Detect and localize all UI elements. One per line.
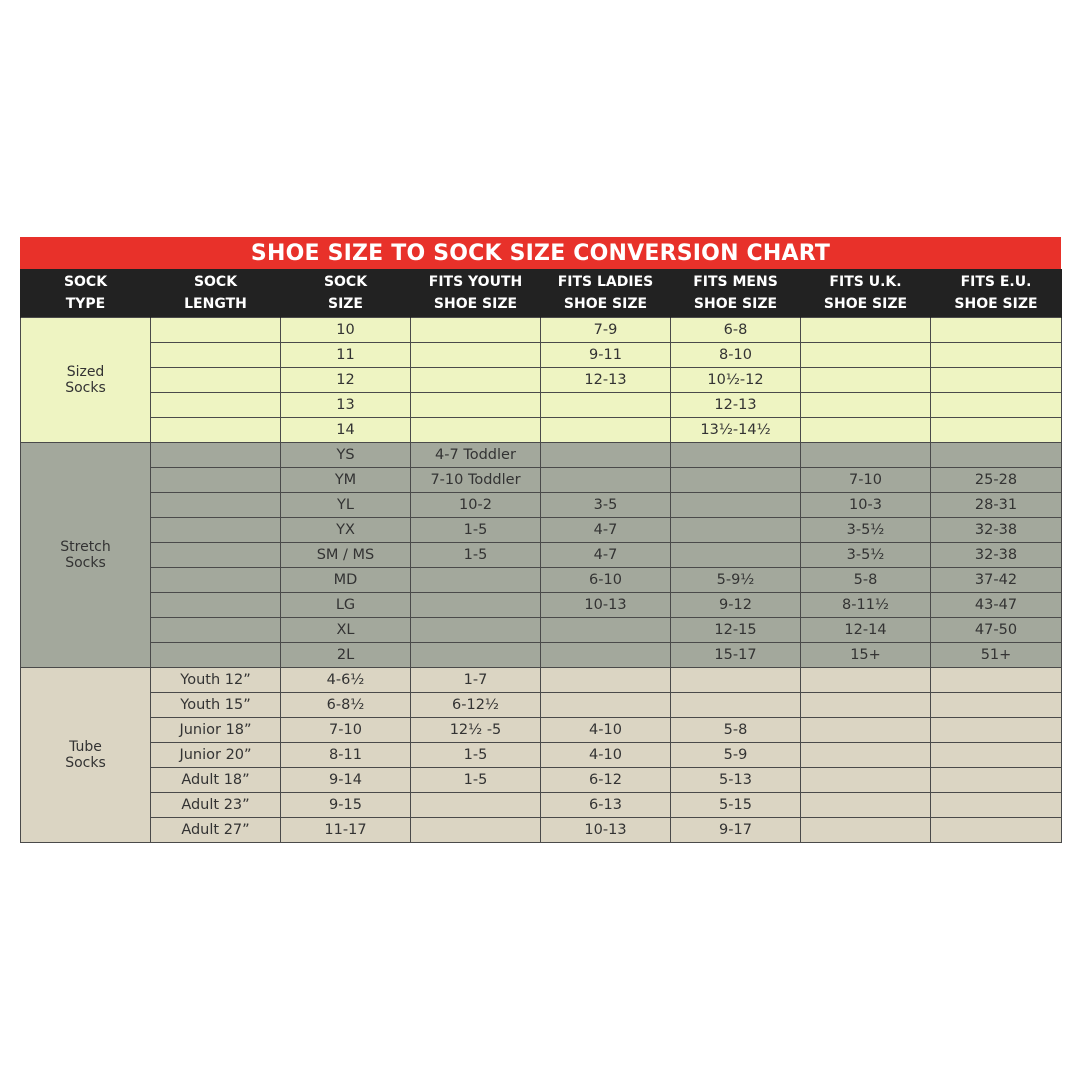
table-cell bbox=[151, 393, 281, 418]
table-row bbox=[21, 718, 1062, 743]
table-cell bbox=[671, 468, 801, 493]
table-cell: 5-8 bbox=[671, 718, 801, 743]
conversion-table bbox=[20, 269, 1062, 843]
table-row bbox=[21, 568, 1062, 593]
table-cell bbox=[931, 318, 1062, 343]
column-header bbox=[541, 269, 671, 318]
table-cell bbox=[671, 693, 801, 718]
table-cell: MD bbox=[281, 568, 411, 593]
table-cell: 1-5 bbox=[411, 743, 541, 768]
table-cell bbox=[151, 643, 281, 668]
table-cell: 5-13 bbox=[671, 768, 801, 793]
table-cell: 6-10 bbox=[541, 568, 671, 593]
table-row bbox=[21, 618, 1062, 643]
column-header-line: SHOE SIZE bbox=[823, 296, 908, 312]
table-cell bbox=[671, 443, 801, 468]
sock-type-label: Sized bbox=[66, 364, 105, 380]
column-header bbox=[411, 269, 541, 318]
column-header-line: TYPE bbox=[65, 296, 106, 312]
table-cell: 9-15 bbox=[281, 793, 411, 818]
table-cell bbox=[801, 818, 931, 843]
table-cell: 8-11 bbox=[281, 743, 411, 768]
table-cell bbox=[801, 368, 931, 393]
table-body bbox=[21, 318, 1062, 843]
column-header-line: FITS E.U. bbox=[960, 274, 1032, 290]
table-cell: 12-14 bbox=[801, 618, 931, 643]
table-cell: 32-38 bbox=[931, 543, 1062, 568]
table-cell: XL bbox=[281, 618, 411, 643]
table-cell: 9-11 bbox=[541, 343, 671, 368]
table-cell: 7-10 bbox=[281, 718, 411, 743]
table-row bbox=[21, 443, 1062, 468]
table-cell bbox=[541, 693, 671, 718]
table-cell: Adult 27” bbox=[151, 818, 281, 843]
table-cell: 9-14 bbox=[281, 768, 411, 793]
table-cell: 4-6½ bbox=[281, 668, 411, 693]
table-row bbox=[21, 818, 1062, 843]
column-header-line: SHOE SIZE bbox=[433, 296, 518, 312]
table-cell: 11-17 bbox=[281, 818, 411, 843]
table-cell bbox=[541, 418, 671, 443]
table-cell: 9-17 bbox=[671, 818, 801, 843]
table-cell bbox=[151, 368, 281, 393]
sock-type-cell bbox=[21, 668, 151, 843]
table-cell bbox=[541, 443, 671, 468]
column-header-line: SOCK bbox=[193, 274, 238, 290]
table-cell bbox=[671, 543, 801, 568]
sock-type-label: Socks bbox=[65, 555, 106, 571]
column-header-line: SOCK bbox=[63, 274, 108, 290]
table-cell: 10-13 bbox=[541, 818, 671, 843]
column-header bbox=[801, 269, 931, 318]
table-cell: 47-50 bbox=[931, 618, 1062, 643]
column-header-line: SIZE bbox=[327, 296, 363, 312]
table-cell bbox=[541, 618, 671, 643]
table-cell bbox=[931, 793, 1062, 818]
table-cell: 1-7 bbox=[411, 668, 541, 693]
table-cell: 10-2 bbox=[411, 493, 541, 518]
table-row bbox=[21, 518, 1062, 543]
table-cell bbox=[801, 768, 931, 793]
table-cell bbox=[411, 343, 541, 368]
table-cell: Junior 20” bbox=[151, 743, 281, 768]
table-cell: 13 bbox=[281, 393, 411, 418]
table-cell: 4-10 bbox=[541, 718, 671, 743]
column-header bbox=[281, 269, 411, 318]
table-cell bbox=[541, 643, 671, 668]
table-cell bbox=[931, 768, 1062, 793]
table-row bbox=[21, 368, 1062, 393]
table-cell bbox=[411, 593, 541, 618]
table-row bbox=[21, 318, 1062, 343]
table-cell: YX bbox=[281, 518, 411, 543]
table-cell: 25-28 bbox=[931, 468, 1062, 493]
table-cell bbox=[541, 468, 671, 493]
table-cell: Junior 18” bbox=[151, 718, 281, 743]
table-cell: 32-38 bbox=[931, 518, 1062, 543]
table-cell: 4-7 bbox=[541, 518, 671, 543]
table-row bbox=[21, 468, 1062, 493]
table-cell bbox=[801, 743, 931, 768]
table-cell: 8-11½ bbox=[801, 593, 931, 618]
table-cell: 43-47 bbox=[931, 593, 1062, 618]
column-header-line: FITS U.K. bbox=[829, 274, 902, 290]
column-header-line: FITS LADIES bbox=[557, 274, 654, 290]
table-cell: 15+ bbox=[801, 643, 931, 668]
sock-type-cell bbox=[21, 443, 151, 668]
table-cell bbox=[801, 718, 931, 743]
chart-title: SHOE SIZE TO SOCK SIZE CONVERSION CHART bbox=[20, 237, 1061, 269]
column-header-line: SHOE SIZE bbox=[693, 296, 778, 312]
table-cell: 7-10 Toddler bbox=[411, 468, 541, 493]
table-cell: 6-12½ bbox=[411, 693, 541, 718]
table-cell bbox=[151, 518, 281, 543]
table-cell bbox=[801, 443, 931, 468]
table-cell: 10-13 bbox=[541, 593, 671, 618]
table-cell bbox=[671, 668, 801, 693]
sock-size-chart bbox=[20, 237, 1061, 843]
table-cell: 11 bbox=[281, 343, 411, 368]
table-row bbox=[21, 343, 1062, 368]
header-row bbox=[21, 269, 1062, 318]
table-cell: 9-12 bbox=[671, 593, 801, 618]
table-cell: Adult 18” bbox=[151, 768, 281, 793]
column-header bbox=[151, 269, 281, 318]
table-cell: 3-5½ bbox=[801, 518, 931, 543]
table-cell: 1-5 bbox=[411, 518, 541, 543]
table-cell: YS bbox=[281, 443, 411, 468]
column-header bbox=[671, 269, 801, 318]
table-cell bbox=[931, 443, 1062, 468]
table-cell: 10 bbox=[281, 318, 411, 343]
table-cell: 12-13 bbox=[541, 368, 671, 393]
table-cell: 10½-12 bbox=[671, 368, 801, 393]
table-cell: 5-8 bbox=[801, 568, 931, 593]
table-cell: SM / MS bbox=[281, 543, 411, 568]
sock-type-label: Stretch bbox=[60, 539, 111, 555]
table-cell bbox=[151, 318, 281, 343]
table-cell: 7-10 bbox=[801, 468, 931, 493]
table-row bbox=[21, 418, 1062, 443]
table-cell bbox=[411, 818, 541, 843]
table-row bbox=[21, 643, 1062, 668]
table-cell bbox=[151, 493, 281, 518]
table-cell: 28-31 bbox=[931, 493, 1062, 518]
table-cell bbox=[801, 693, 931, 718]
table-row bbox=[21, 668, 1062, 693]
column-header bbox=[931, 269, 1062, 318]
table-cell bbox=[411, 793, 541, 818]
table-cell bbox=[801, 318, 931, 343]
table-cell: 3-5 bbox=[541, 493, 671, 518]
table-cell: 37-42 bbox=[931, 568, 1062, 593]
column-header-line: SHOE SIZE bbox=[954, 296, 1038, 312]
table-cell: 12½ -5 bbox=[411, 718, 541, 743]
table-cell: 5-9½ bbox=[671, 568, 801, 593]
table-cell bbox=[151, 443, 281, 468]
column-header-line: SHOE SIZE bbox=[563, 296, 648, 312]
table-cell: Youth 15” bbox=[151, 693, 281, 718]
table-cell bbox=[411, 568, 541, 593]
table-cell: LG bbox=[281, 593, 411, 618]
column-header-line: FITS YOUTH bbox=[428, 274, 523, 290]
column-header-line: SOCK bbox=[323, 274, 368, 290]
table-cell: 1-5 bbox=[411, 768, 541, 793]
table-cell bbox=[151, 618, 281, 643]
table-cell bbox=[801, 793, 931, 818]
table-row bbox=[21, 543, 1062, 568]
table-cell bbox=[931, 393, 1062, 418]
table-cell bbox=[151, 568, 281, 593]
table-cell: 5-15 bbox=[671, 793, 801, 818]
table-cell bbox=[151, 468, 281, 493]
table-cell bbox=[931, 693, 1062, 718]
table-cell bbox=[931, 718, 1062, 743]
table-cell: 10-3 bbox=[801, 493, 931, 518]
table-cell bbox=[151, 343, 281, 368]
table-cell bbox=[411, 643, 541, 668]
table-cell bbox=[671, 493, 801, 518]
table-cell: 51+ bbox=[931, 643, 1062, 668]
table-cell bbox=[931, 418, 1062, 443]
table-cell: 12-13 bbox=[671, 393, 801, 418]
table-cell: 6-13 bbox=[541, 793, 671, 818]
table-cell bbox=[411, 418, 541, 443]
table-row bbox=[21, 693, 1062, 718]
table-cell: 14 bbox=[281, 418, 411, 443]
table-row bbox=[21, 743, 1062, 768]
table-cell bbox=[931, 818, 1062, 843]
table-cell bbox=[801, 668, 931, 693]
table-cell: 5-9 bbox=[671, 743, 801, 768]
column-header-line: FITS MENS bbox=[693, 274, 778, 290]
table-cell: 13½-14½ bbox=[671, 418, 801, 443]
table-row bbox=[21, 768, 1062, 793]
table-row bbox=[21, 793, 1062, 818]
table-cell bbox=[931, 668, 1062, 693]
table-row bbox=[21, 393, 1062, 418]
sock-type-label: Socks bbox=[65, 380, 106, 396]
table-cell bbox=[931, 743, 1062, 768]
table-cell bbox=[411, 393, 541, 418]
table-cell bbox=[801, 418, 931, 443]
table-cell: 12 bbox=[281, 368, 411, 393]
table-cell: 3-5½ bbox=[801, 543, 931, 568]
table-row bbox=[21, 593, 1062, 618]
column-header-line: LENGTH bbox=[184, 296, 247, 312]
table-cell: 6-8 bbox=[671, 318, 801, 343]
table-cell bbox=[151, 593, 281, 618]
table-cell bbox=[931, 368, 1062, 393]
table-cell bbox=[671, 518, 801, 543]
table-cell: YL bbox=[281, 493, 411, 518]
table-cell: 4-10 bbox=[541, 743, 671, 768]
table-cell: YM bbox=[281, 468, 411, 493]
table-cell: 7-9 bbox=[541, 318, 671, 343]
table-cell: 4-7 Toddler bbox=[411, 443, 541, 468]
table-row bbox=[21, 493, 1062, 518]
table-cell bbox=[931, 343, 1062, 368]
column-header bbox=[21, 269, 151, 318]
sock-type-label: Socks bbox=[65, 755, 106, 771]
table-cell bbox=[541, 393, 671, 418]
table-cell: Adult 23” bbox=[151, 793, 281, 818]
table-cell bbox=[801, 343, 931, 368]
table-cell bbox=[541, 668, 671, 693]
table-cell bbox=[801, 393, 931, 418]
table-cell: 15-17 bbox=[671, 643, 801, 668]
table-cell: 1-5 bbox=[411, 543, 541, 568]
table-cell bbox=[411, 618, 541, 643]
table-cell: 4-7 bbox=[541, 543, 671, 568]
table-cell bbox=[411, 318, 541, 343]
table-cell: Youth 12” bbox=[151, 668, 281, 693]
table-cell: 2L bbox=[281, 643, 411, 668]
table-cell bbox=[411, 368, 541, 393]
sock-type-label: Tube bbox=[69, 739, 102, 755]
sock-type-cell bbox=[21, 318, 151, 443]
table-cell: 6-12 bbox=[541, 768, 671, 793]
table-cell bbox=[151, 418, 281, 443]
table-cell: 12-15 bbox=[671, 618, 801, 643]
table-cell: 8-10 bbox=[671, 343, 801, 368]
table-cell bbox=[151, 543, 281, 568]
table-cell: 6-8½ bbox=[281, 693, 411, 718]
